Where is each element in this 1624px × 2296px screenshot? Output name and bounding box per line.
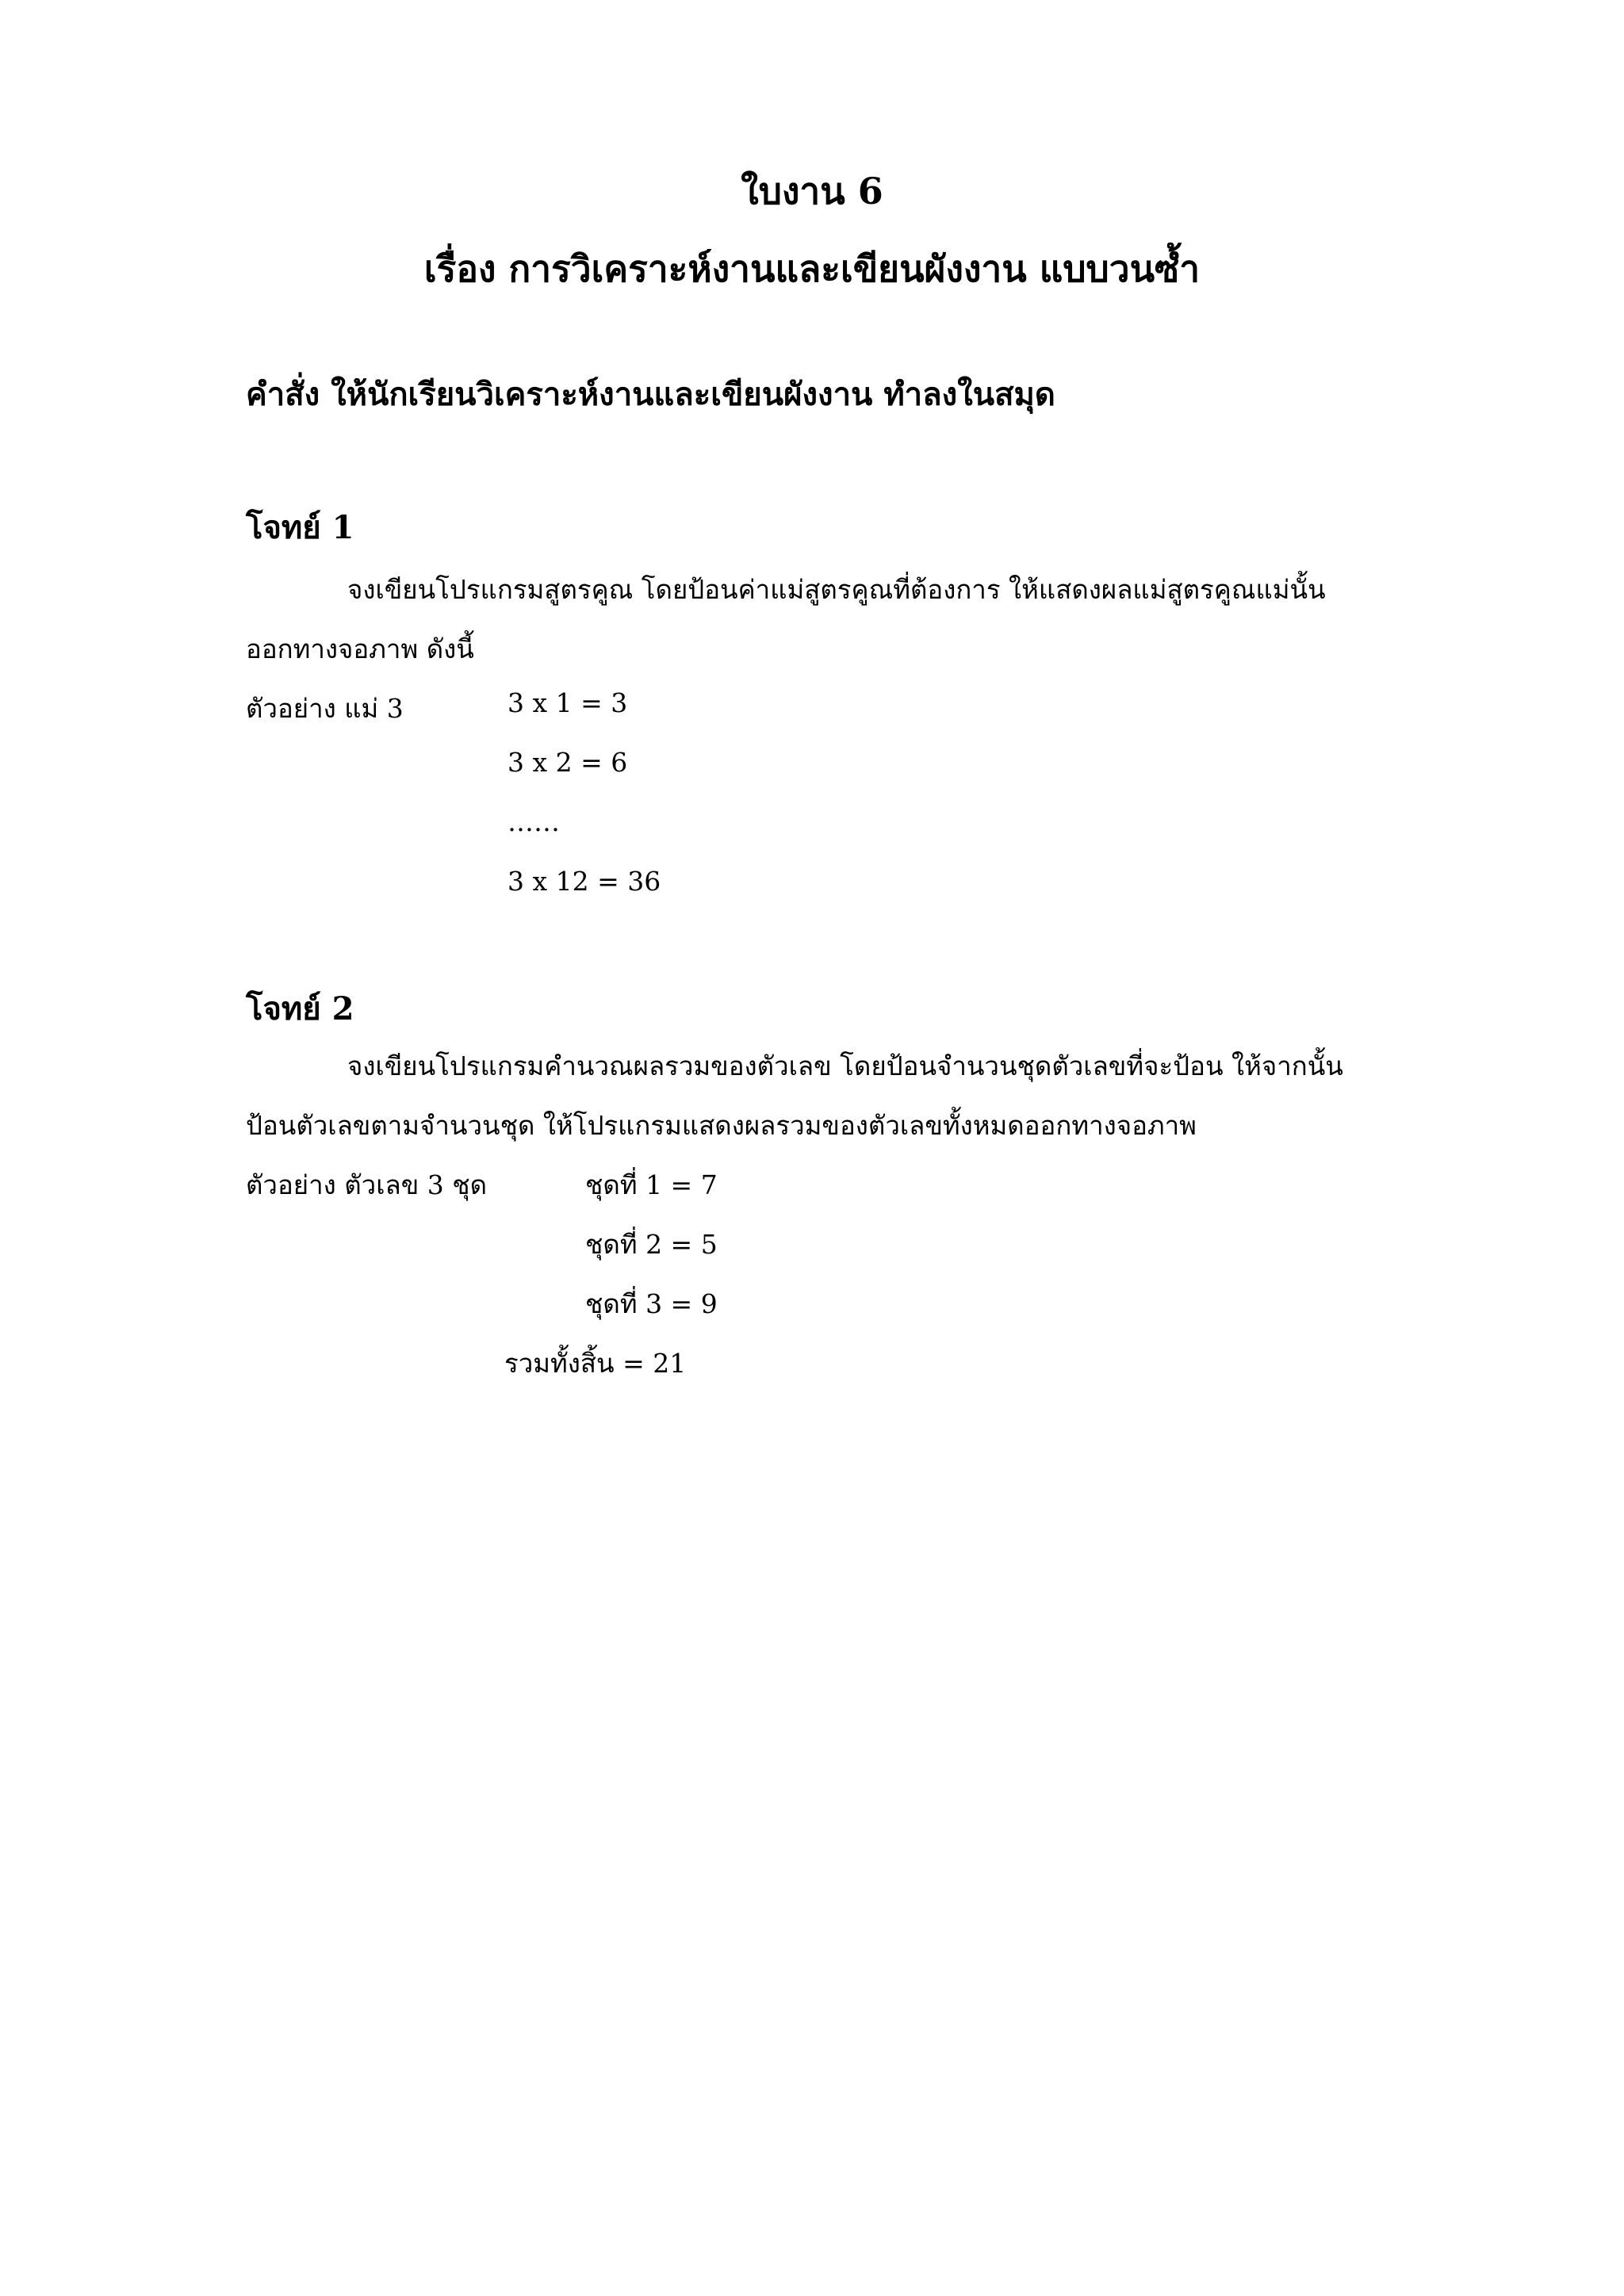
worksheet-title: ใบงาน 6: [741, 170, 883, 212]
problem-1-example-label: ตัวอย่าง แม่ 3: [246, 693, 404, 724]
problem-2-example-row: ชุดที่ 1 = 7: [585, 1169, 718, 1200]
problem-1-example-row: 3 x 2 = 6: [508, 747, 628, 778]
problem-1-example-row: 3 x 12 = 36: [508, 866, 661, 897]
problem-2-example-row: ชุดที่ 3 = 9: [585, 1288, 718, 1319]
instruction-text: คำสั่ง ให้นักเรียนวิเคราะห์งานและเขียนผังงาน ทำลงในสมุด: [246, 376, 1055, 413]
problem-2-heading: โจทย์ 2: [246, 990, 354, 1027]
problem-1-description-line-2: ออกทางจอภาพ ดังนี้: [246, 633, 474, 664]
problem-1-description-line-1: จงเขียนโปรแกรมสูตรคูณ โดยป้อนค่าแม่สูตรคูณที่ต้องการ ให้แสดงผลแม่สูตรคูณแม่นั้น: [347, 574, 1326, 605]
problem-1-example-row: 3 x 1 = 3: [508, 687, 628, 718]
worksheet-subtitle: เรื่อง การวิเคราะห์งานและเขียนผังงาน แบบวนซ้ำ: [423, 247, 1201, 290]
problem-2-description-line-1: จงเขียนโปรแกรมคำนวณผลรวมของตัวเลข โดยป้อนจำนวนชุดตัวเลขที่จะป้อน ให้จากนั้น: [347, 1050, 1343, 1081]
problem-2-example-total: รวมทั้งสิ้น = 21: [504, 1348, 687, 1379]
problem-2-description-line-2: ป้อนตัวเลขตามจำนวนชุด ให้โปรแกรมแสดงผลรวมของตัวเลขทั้งหมดออกทางจอภาพ: [246, 1110, 1197, 1141]
problem-1-example-row: ……: [508, 806, 560, 837]
problem-1-heading: โจทย์ 1: [246, 509, 354, 546]
problem-2-example-row: ชุดที่ 2 = 5: [585, 1229, 718, 1260]
problem-2-example-label: ตัวอย่าง ตัวเลข 3 ชุด: [246, 1169, 488, 1200]
